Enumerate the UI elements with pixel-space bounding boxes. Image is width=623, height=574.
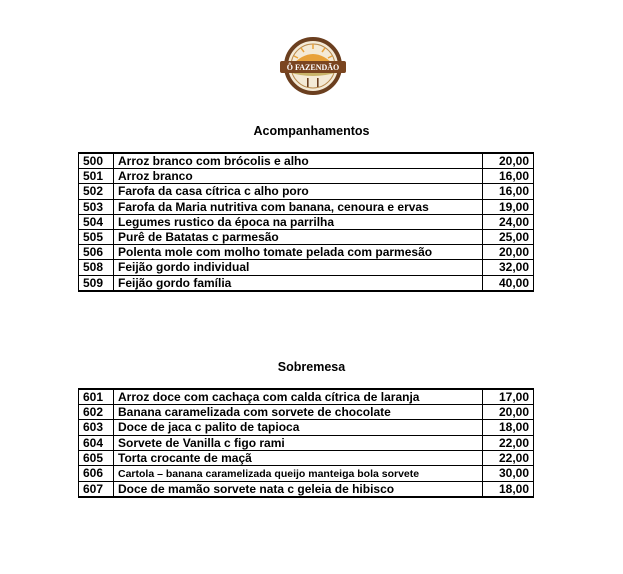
item-price: 22,00 — [483, 435, 534, 450]
item-name: Doce de mamão sorvete nata c geleia de hibisco — [114, 481, 483, 497]
item-name: Doce de jaca c palito de tapioca — [114, 420, 483, 435]
item-name: Arroz branco — [114, 169, 483, 184]
menu-table-acompanhamentos — [78, 152, 534, 292]
table-row — [79, 199, 534, 214]
item-code: 604 — [79, 435, 114, 450]
item-price: 20,00 — [483, 405, 534, 420]
item-code: 508 — [79, 260, 114, 275]
table-row — [79, 275, 534, 291]
item-price: 24,00 — [483, 214, 534, 229]
item-price: 25,00 — [483, 229, 534, 244]
table-row — [79, 389, 534, 405]
item-name: Legumes rustico da época na parrilha — [114, 214, 483, 229]
menu-table-sobremesa — [78, 388, 534, 498]
table-row — [79, 214, 534, 229]
item-name: Farofa da Maria nutritiva com banana, cenoura e ervas — [114, 199, 483, 214]
table-row — [79, 405, 534, 420]
item-code: 506 — [79, 245, 114, 260]
item-price: 18,00 — [483, 481, 534, 497]
item-price: 30,00 — [483, 465, 534, 481]
table-row — [79, 260, 534, 275]
item-name: Feijão gordo individual — [114, 260, 483, 275]
item-code: 606 — [79, 465, 114, 481]
item-code: 501 — [79, 169, 114, 184]
item-price: 19,00 — [483, 199, 534, 214]
item-price: 16,00 — [483, 169, 534, 184]
item-name-text: Cartola – banana caramelizada queijo manteiga bola sorvete — [118, 467, 420, 480]
table-row — [79, 184, 534, 199]
table-row — [79, 450, 534, 465]
restaurant-logo — [277, 36, 349, 96]
item-code: 502 — [79, 184, 114, 199]
item-price: 32,00 — [483, 260, 534, 275]
table-row — [79, 465, 534, 481]
item-name: Purê de Batatas c parmesão — [114, 229, 483, 244]
item-name: Torta crocante de maçã — [114, 450, 483, 465]
item-name — [114, 465, 483, 481]
item-code: 503 — [79, 199, 114, 214]
item-code: 607 — [79, 481, 114, 497]
item-code: 605 — [79, 450, 114, 465]
item-price: 16,00 — [483, 184, 534, 199]
item-name: Arroz doce com cachaça com calda cítrica de laranja — [114, 389, 483, 405]
item-code: 603 — [79, 420, 114, 435]
table-row — [79, 229, 534, 244]
item-price: 18,00 — [483, 420, 534, 435]
item-price: 40,00 — [483, 275, 534, 291]
item-price: 20,00 — [483, 153, 534, 169]
item-code: 602 — [79, 405, 114, 420]
item-price: 17,00 — [483, 389, 534, 405]
item-code: 500 — [79, 153, 114, 169]
logo-text: Ô FAZENDÃO — [286, 63, 340, 73]
table-row — [79, 153, 534, 169]
item-code: 601 — [79, 389, 114, 405]
table-row — [79, 245, 534, 260]
item-name: Arroz branco com brócolis e alho — [114, 153, 483, 169]
item-price: 20,00 — [483, 245, 534, 260]
item-price: 22,00 — [483, 450, 534, 465]
item-name: Farofa da casa cítrica c alho poro — [114, 184, 483, 199]
item-name: Sorvete de Vanilla c figo rami — [114, 435, 483, 450]
table-row — [79, 435, 534, 450]
item-name: Banana caramelizada com sorvete de chocolate — [114, 405, 483, 420]
table-row — [79, 481, 534, 497]
section-title-sobremesa: Sobremesa — [277, 360, 346, 374]
item-code: 505 — [79, 229, 114, 244]
item-code: 509 — [79, 275, 114, 291]
section-title-acompanhamentos: Acompanhamentos — [253, 124, 370, 138]
table-row — [79, 169, 534, 184]
item-code: 504 — [79, 214, 114, 229]
item-name: Polenta mole com molho tomate pelada com parmesão — [114, 245, 483, 260]
table-row — [79, 420, 534, 435]
item-name: Feijão gordo família — [114, 275, 483, 291]
